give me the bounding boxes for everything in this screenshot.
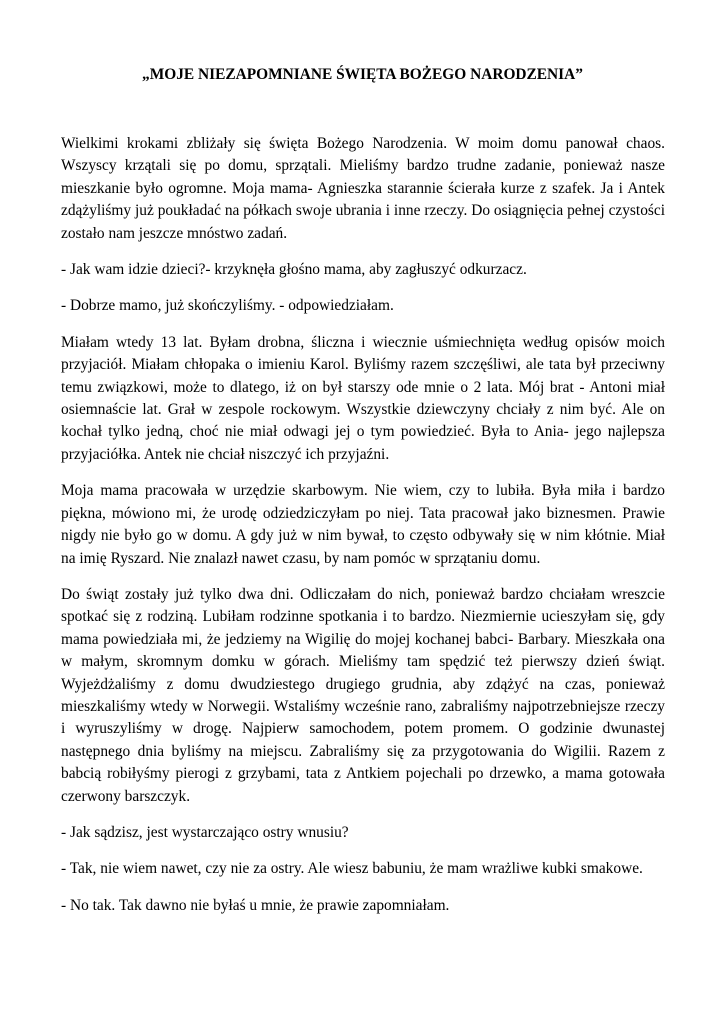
dialogue-line: - Tak, nie wiem nawet, czy nie za ostry. Ale wiesz babuniu, że mam wrażliwe kubki smakowe. <box>61 860 643 878</box>
dialogue-line: - Jak sądzisz, jest wystarczająco ostry wnusiu? <box>61 823 349 841</box>
dialogue-line: - Jak wam idzie dzieci?- krzyknęła głośno mama, aby zagłuszyć odkurzacz. <box>61 261 527 279</box>
dialogue-line: - Dobrze mamo, już skończyliśmy. - odpowiedziałam. <box>61 297 394 315</box>
paragraph-trip: Do świąt zostały już tylko dwa dni. Odliczałam do nich, ponieważ bardzo chciałam wreszcie spotkać się z rodziną. Lubiłam rodzinne spotkania i to bardzo. Niezmiernie ucieszyłam się, gdy mama powiedziała mi, że jedziemy na Wigilię do mojej kochanej babci- Barbary. Mieszkała ona w małym, skromnym domku w górach. Mieliśmy tam spędzić też pierwszy dzień świąt. Wyjeżdżaliśmy z domu dwudziestego drugiego grudnia, aby zdążyć na czas, ponieważ mieszkaliśmy wtedy w Norwegii. Wstaliśmy wcześnie rano, zabraliśmy najpotrzebniejsze rzeczy i wyruszyliśmy w drogę. Najpierw samochodem, potem promem. O godzinie dwunastej następnego dnia byliśmy na miejscu. Zabraliśmy się za przygotowania do Wigilii. Razem z babcią robiłyśmy pierogi z grzybami, tata z Antkiem pojechali po drzewko, a mama gotowała czerwony barszczyk. <box>61 585 665 805</box>
document-body <box>61 133 665 931</box>
dialogue-line: - No tak. Tak dawno nie byłaś u mnie, że prawie zapomniałam. <box>61 896 450 914</box>
paragraph-intro: Wielkimi krokami zbliżały się święta Bożego Narodzenia. W moim domu panował chaos. Wszyscy krzątali się po domu, sprzątali. Mieliśmy bardzo trudne zadanie, ponieważ nasze mieszkanie było ogromne. Moja mama- Agnieszka starannie ścierała kurze z szafek. Ja i Antek zdążyliśmy już poukładać na półkach swoje ubrania i inne rzeczy. Do osiągnięcia pełnej czystości zostało nam jeszcze mnóstwo zadań. <box>61 135 665 242</box>
paragraph-parents: Moja mama pracowała w urzędzie skarbowym. Nie wiem, czy to lubiła. Była miła i bardzo piękna, mówiono mi, że urodę odziedziczyłam po niej. Tata pracował jako biznesmen. Prawie nigdy nie było go w domu. A gdy już w nim bywał, to często odbywały się w nim kłótnie. Miał na imię Ryszard. Nie znalazł nawet czasu, by nam pomóc w sprzątaniu domu. <box>61 482 665 567</box>
document-title: „MOJE NIEZAPOMNIANE ŚWIĘTA BOŻEGO NARODZENIA” <box>142 66 583 83</box>
paragraph-family: Miałam wtedy 13 lat. Byłam drobna, śliczna i wiecznie uśmiechnięta według opisów moich przyjaciół. Miałam chłopaka o imieniu Karol. Byliśmy razem szczęśliwi, ale tata był przeciwny temu związkowi, może to dlatego, iż on był starszy ode mnie o 2 lata. Mój brat - Antoni miał osiemnaście lat. Grał w zespole rockowym. Wszystkie dziewczyny chciały z nim być. Ale on kochał tylko jedną, choć nie miał odwagi jej o tym powiedzieć. Była to Ania- jego najlepsza przyjaciółka. Antek nie chciał niszczyć ich przyjaźni. <box>61 333 665 463</box>
